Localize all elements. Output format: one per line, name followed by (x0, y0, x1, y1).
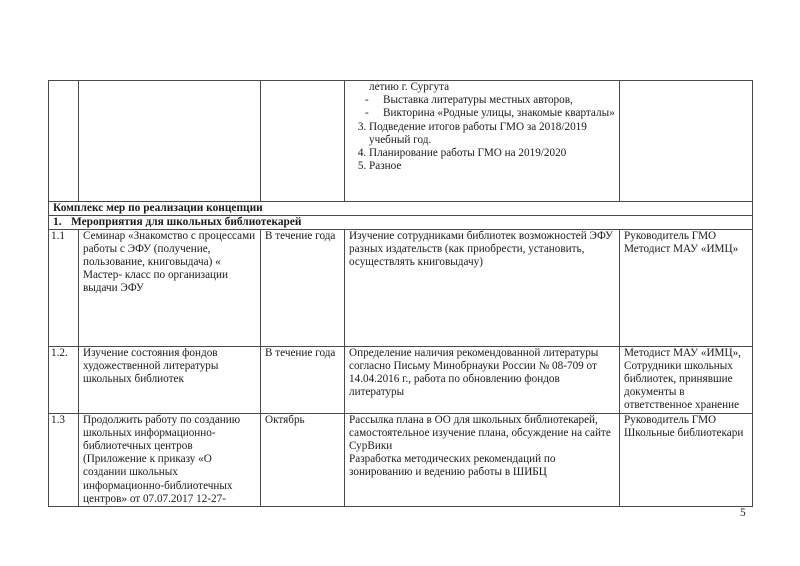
numbered-item: 4. Планирование работы ГМО на 2019/2020 (369, 147, 615, 160)
event-text: Изучение состояния фондов художественной литературы школьных библиотек (83, 346, 219, 385)
cell-content (345, 229, 620, 346)
dash-item: - Выставка литературы местных авторов, (383, 94, 615, 107)
section-row (49, 202, 753, 216)
cell-event (79, 81, 261, 202)
cell-content (345, 413, 620, 506)
continued-text: летию г. Сургута (369, 81, 450, 93)
cell-responsible (620, 229, 753, 346)
cell-event (79, 413, 261, 506)
cell-content (345, 81, 620, 202)
cell-event (79, 346, 261, 413)
table-row (49, 346, 753, 413)
event-text: Мастер- класс по организации выдачи ЭФУ (83, 269, 229, 295)
responsible-text: Методист МАУ «ИМЦ», Сотрудники школьных библиотек, принявшие документы в ответственное хранение (624, 346, 741, 412)
content-text: Определение наличия рекомендованной литературы согласно Письму Минобрнауки России № 08-709 от 14.04.2016 г., работа по обновлению фондов литературы (349, 346, 599, 399)
table-row-continued (49, 81, 753, 202)
responsible-text: Руководитель ГМО (624, 413, 717, 426)
content-text: Изучение сотрудниками библиотек возможностей ЭФУ разных издательств (как приобрести, установить, осуществлять книговыдачу) (349, 229, 613, 268)
content-text: Рассылка плана в ОО для школьных библиотекарей, самостоятельное изучение плана, обсуждение на сайте СурВики (349, 413, 611, 452)
plan-table (48, 80, 753, 507)
page-number: 5 (740, 507, 746, 519)
subsection-title (49, 215, 753, 229)
section-title: Комплекс мер по реализации концепции (49, 202, 753, 216)
cell-content (345, 346, 620, 413)
subsection-row (49, 215, 753, 229)
event-text: (Приложение к приказу «О создании школьных информационно-библиотечных центров» от 07.07.2017 12-27- (83, 453, 233, 505)
row-number: 1.3 (49, 413, 79, 506)
cell-responsible (620, 346, 753, 413)
responsible-text: Руководитель ГМО (624, 229, 717, 242)
responsible-text: Методист МАУ «ИМЦ» (624, 242, 739, 255)
event-text: Семинар «Знакомство с процессами работы с ЭФУ (получение, пользование, книговыдача) « (83, 229, 256, 268)
content-text: Разработка методических рекомендаций по зонированию и ведению работы в ШИБЦ (349, 453, 556, 479)
numbered-list (349, 121, 615, 174)
responsible-text: Школьные библиотекари (624, 426, 744, 439)
subsection-text: Мероприятия для школьных библиотекарей (71, 215, 302, 228)
cell-event (79, 229, 261, 346)
subsection-number: 1. (53, 215, 62, 228)
table-row (49, 229, 753, 346)
numbered-item: 5. Разное (369, 160, 615, 173)
cell-responsible (620, 413, 753, 506)
numbered-item: 3. Подведение итогов работы ГМО за 2018/2019 учебный год. (369, 121, 615, 147)
dash-item: - Викторина «Родные улицы, знакомые кварталы» (383, 107, 615, 120)
event-text: Продолжить работу по созданию школьных информационно-библиотечных центров (83, 413, 241, 452)
cell-term: В течение года (261, 229, 345, 346)
cell-term: В течение года (261, 346, 345, 413)
cell-term: Октябрь (261, 413, 345, 506)
cell-term (261, 81, 345, 202)
cell-num (49, 81, 79, 202)
row-number: 1.1 (49, 229, 79, 346)
row-number: 1.2. (49, 346, 79, 413)
dash-list (349, 94, 615, 120)
table-row (49, 413, 753, 506)
cell-responsible (620, 81, 753, 202)
